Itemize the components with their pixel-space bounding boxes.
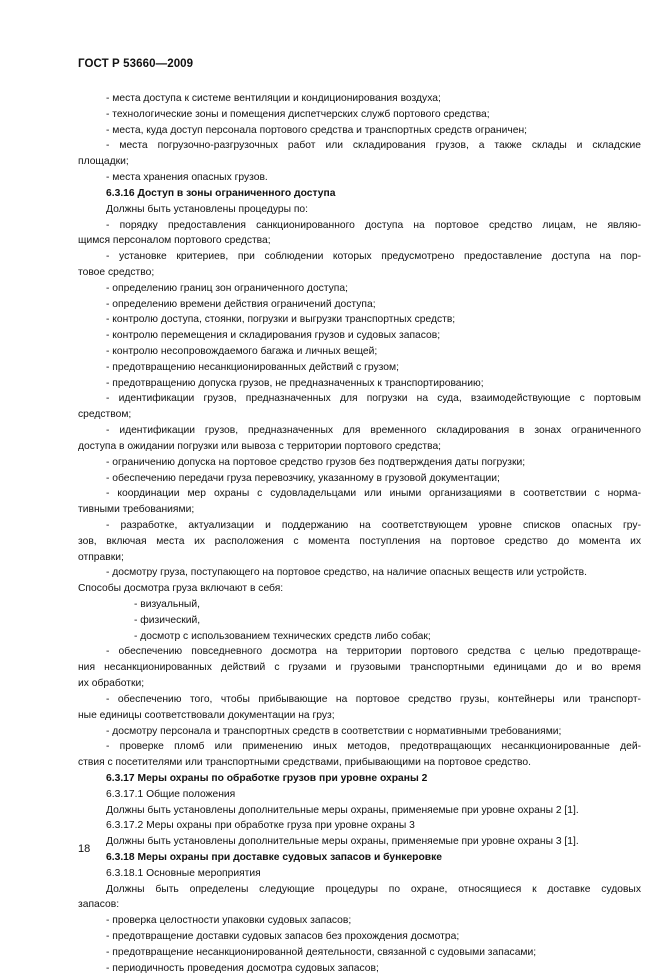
text-line: - предотвращение несанкционированной деятельности, связанной с судовыми запасами;: [106, 946, 537, 958]
section-heading: 6.3.18 Меры охраны при доставке судовых запасов и бункеровке: [106, 852, 442, 863]
section-heading: 6.3.17 Меры охраны по обработке грузов при уровне охраны 2: [106, 772, 428, 784]
text-line: - контролю доступа, стоянки, погрузки и выгрузки транспортных средств;: [106, 314, 456, 326]
text-line: - досмотру груза, поступающего на портовое средство, на наличие опасных веществ или устройств.: [106, 567, 588, 579]
document-body: [78, 91, 641, 977]
text-line: средством;: [78, 409, 132, 421]
text-line: - визуальный,: [134, 599, 200, 610]
text-line: - досмотр с использованием технических средств либо собак;: [134, 630, 431, 642]
text-line: площадки;: [78, 156, 129, 168]
text-line: - координации мер охраны с судовладельцами или иными организациями в соответствии с норма-: [106, 488, 641, 500]
text-line: 6.3.17.2 Меры охраны при обработке груза при уровне охраны 3: [106, 820, 415, 832]
text-line: - проверка целостности упаковки судовых запасов;: [106, 915, 352, 927]
text-line: - обеспечению повседневного досмотра на территории портового средства с целью предотвраще-: [106, 646, 641, 658]
text-line: - идентификации грузов, предназначенных для погрузки на суда, взаимодействующие с портовым: [106, 393, 641, 405]
text-line: ные единицы соответствовали документации на груз;: [78, 709, 335, 721]
text-line: 6.3.18.1 Основные мероприятия: [106, 867, 261, 879]
text-line: 6.3.17.1 Общие положения: [106, 788, 236, 800]
text-line: - технологические зоны и помещения диспетчерских служб портового средства;: [106, 108, 490, 120]
text-line: их обработки;: [78, 678, 145, 690]
text-line: - контролю перемещения и складирования грузов и судовых запасов;: [106, 330, 441, 342]
text-line: запасов:: [78, 899, 120, 911]
text-line: щимся персоналом портового средства;: [78, 235, 271, 247]
text-line: - установке критериев, при соблюдении которых предусмотрено предоставление доступа на пор-: [106, 251, 641, 263]
text-line: - досмотру персонала и транспортных средств в соответствии с нормативными требованиями;: [106, 725, 562, 737]
text-line: - определению времени действия ограничений доступа;: [106, 298, 376, 310]
text-line: Должны быть установлены процедуры по:: [106, 203, 309, 215]
text-line: Способы досмотра груза включают в себя:: [78, 583, 284, 595]
text-line: - порядку предоставления санкционированного доступа на портовое средство лицам, не являю-: [106, 219, 641, 231]
text-line: товое средство;: [78, 266, 155, 278]
text-line: Должны быть установлены дополнительные меры охраны, применяемые при уровне охраны 2 [1].: [106, 804, 579, 816]
document-header: ГОСТ Р 53660—2009: [78, 58, 194, 70]
text-line: - определению границ зон ограниченного доступа;: [106, 282, 348, 294]
text-line: зов, включая места их расположения с момента поступления на портовое средство до момента их: [78, 535, 641, 547]
text-line: - контролю несопровождаемого багажа и личных вещей;: [106, 346, 378, 357]
text-line: - места, куда доступ персонала портового средства и транспортных средств ограничен;: [106, 124, 527, 136]
text-line: - обеспечению передачи груза перевозчику, указанному в грузовой документации;: [106, 472, 500, 484]
text-line: - проверке пломб или применению иных методов, предотвращающих несанкционированные дей-: [106, 741, 641, 753]
text-line: Должны быть определены следующие процедуры по охране, относящиеся к доставке судовых: [106, 883, 641, 895]
text-line: тивными требованиями;: [78, 504, 195, 516]
text-line: - идентификации грузов, предназначенных для временного складирования в зонах ограниченного: [106, 425, 641, 437]
text-line: - места погрузочно-разгрузочных работ или складирования грузов, а также склады и складские: [106, 140, 641, 152]
text-line: - физический,: [134, 614, 201, 626]
text-line: доступа в ожидании погрузки или вывоза с территории портового средства;: [78, 440, 442, 452]
text-line: - места хранения опасных грузов.: [106, 172, 268, 184]
text-line: отправки;: [78, 551, 124, 563]
text-line: ствия с посетителями или транспортными средствами, прибывающими на портовое средство.: [78, 757, 531, 769]
text-line: - разработке, актуализации и поддержанию на соответствующем уровне списков опасных гру-: [106, 519, 641, 531]
page-number: 18: [78, 843, 91, 855]
text-line: - периодичность проведения досмотра судовых запасов;: [106, 962, 379, 974]
text-line: - предотвращению допуска грузов, не предназначенных к транспортированию;: [106, 377, 484, 389]
text-line: - ограничению допуска на портовое средство грузов без подтверждения даты погрузки;: [106, 456, 526, 468]
text-line: - предотвращение доставки судовых запасов без прохождения досмотра;: [106, 931, 460, 943]
text-line: - места доступа к системе вентиляции и кондиционирования воздуха;: [106, 93, 441, 104]
section-heading: 6.3.16 Доступ в зоны ограниченного доступа: [106, 187, 336, 199]
text-line: - предотвращению несанкционированных действий с грузом;: [106, 361, 399, 373]
text-line: Должны быть установлены дополнительные меры охраны, применяемые при уровне охраны 3 [1].: [106, 836, 579, 848]
text-line: ния несанкционированных действий с грузами и грузовыми транспортными единицами до и во время: [78, 662, 641, 674]
text-line: - обеспечению того, чтобы прибывающие на портовое средство грузы, контейнеры или транспорт-: [106, 693, 641, 705]
